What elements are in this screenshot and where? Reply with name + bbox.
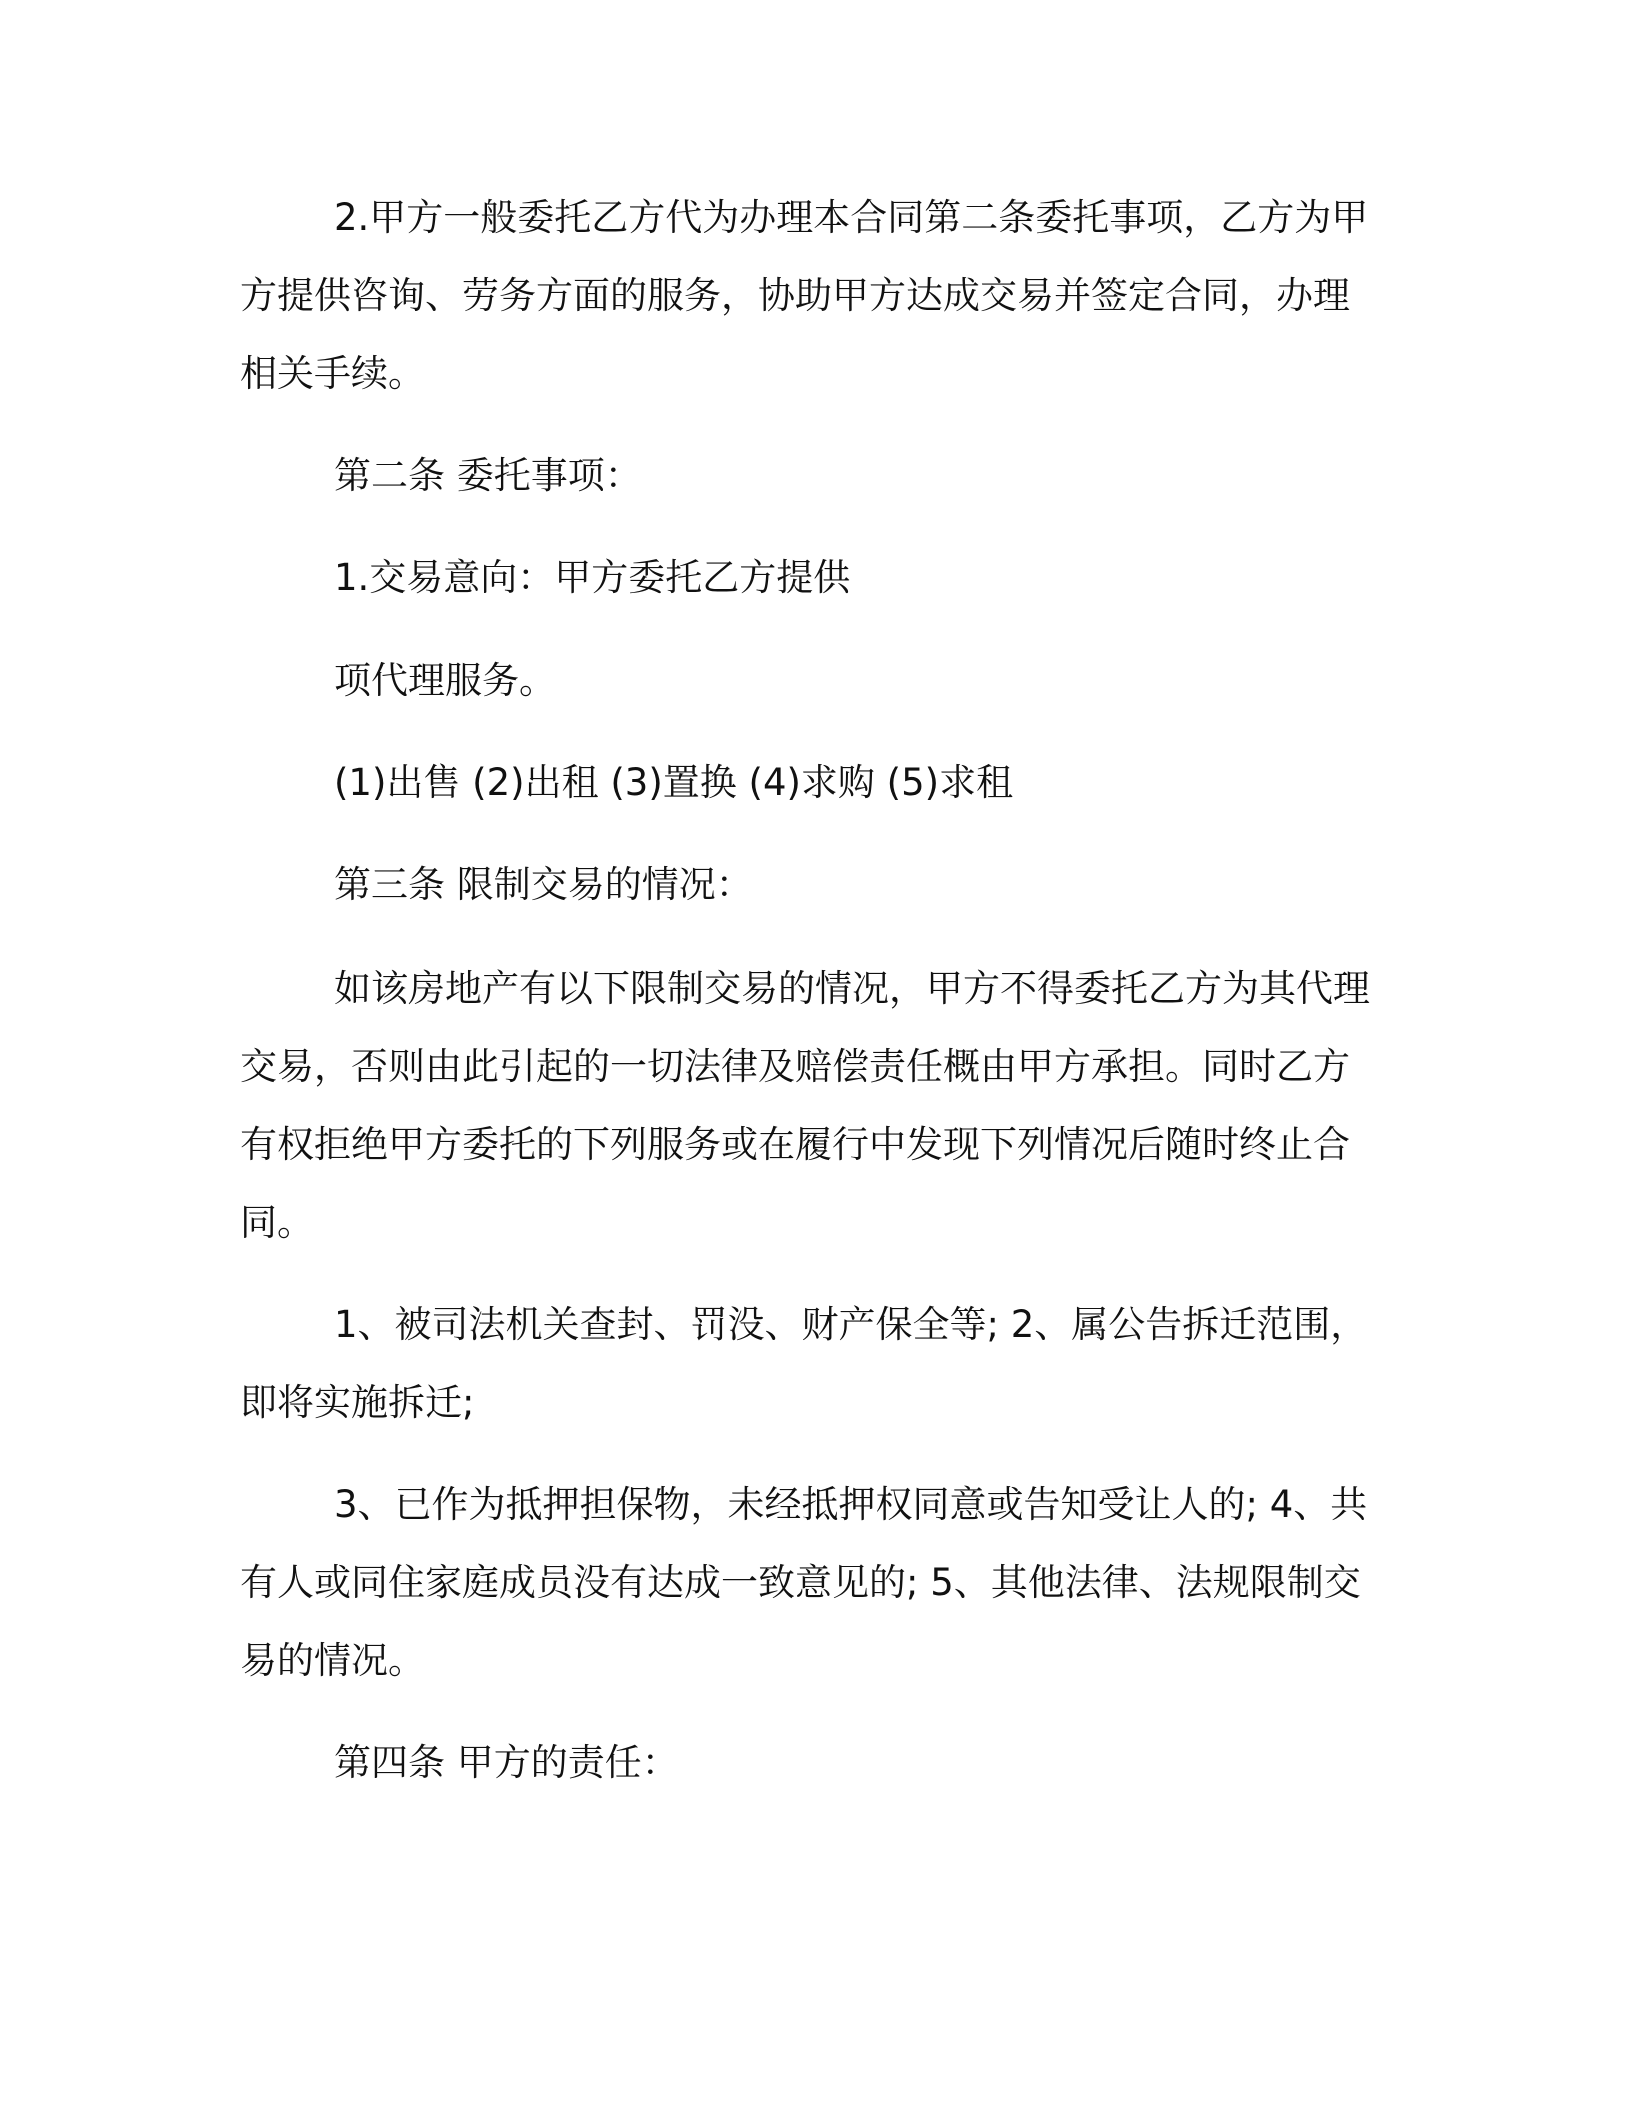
paragraph-line: 2.甲方一般委托乙方代为办理本合同第二条委托事项，乙方为甲 xyxy=(334,196,1369,239)
paragraph-line: 项代理服务。 xyxy=(334,659,556,702)
paragraph-line: 第三条 限制交易的情况： xyxy=(334,863,753,906)
paragraph-line: 如该房地产有以下限制交易的情况，甲方不得委托乙方为其代理 xyxy=(334,967,1370,1010)
paragraph-line: 有权拒绝甲方委托的下列服务或在履行中发现下列情况后随时终止合 xyxy=(240,1123,1350,1166)
paragraph-5 xyxy=(240,744,1390,822)
paragraph-line: 3、已作为抵押担保物，未经抵押权同意或告知受让人的; 4、共 xyxy=(334,1483,1368,1526)
paragraph-3 xyxy=(240,539,1390,617)
paragraph-line: 即将实施拆迁; xyxy=(240,1381,475,1424)
paragraph-line: 易的情况。 xyxy=(240,1639,425,1682)
paragraph-7 xyxy=(240,950,1390,1262)
section-heading-2 xyxy=(240,437,1390,515)
paragraph-4 xyxy=(240,642,1390,720)
paragraph-line: 1.交易意向：甲方委托乙方提供 xyxy=(334,556,851,599)
paragraph-line: 第二条 委托事项： xyxy=(334,454,642,497)
paragraph-line: 有人或同住家庭成员没有达成一致意见的; 5、其他法律、法规限制交 xyxy=(240,1561,1361,1604)
paragraph-line: (1)出售 (2)出租 (3)置换 (4)求购 (5)求租 xyxy=(334,761,1014,804)
paragraph-line: 同。 xyxy=(240,1201,314,1244)
paragraph-line: 交易，否则由此引起的一切法律及赔偿责任概由甲方承担。同时乙方 xyxy=(240,1045,1350,1088)
section-heading-4 xyxy=(240,1724,1390,1802)
paragraph-9 xyxy=(240,1466,1390,1700)
paragraph-line: 方提供咨询、劳务方面的服务，协助甲方达成交易并签定合同，办理 xyxy=(240,274,1350,317)
paragraph-line: 相关手续。 xyxy=(240,352,425,395)
paragraph-8 xyxy=(240,1286,1390,1442)
section-heading-3 xyxy=(240,846,1390,924)
paragraph-1 xyxy=(240,179,1390,413)
paragraph-line: 第四条 甲方的责任： xyxy=(334,1741,679,1784)
paragraph-line: 1、被司法机关查封、罚没、财产保全等; 2、属公告拆迁范围， xyxy=(334,1303,1368,1346)
